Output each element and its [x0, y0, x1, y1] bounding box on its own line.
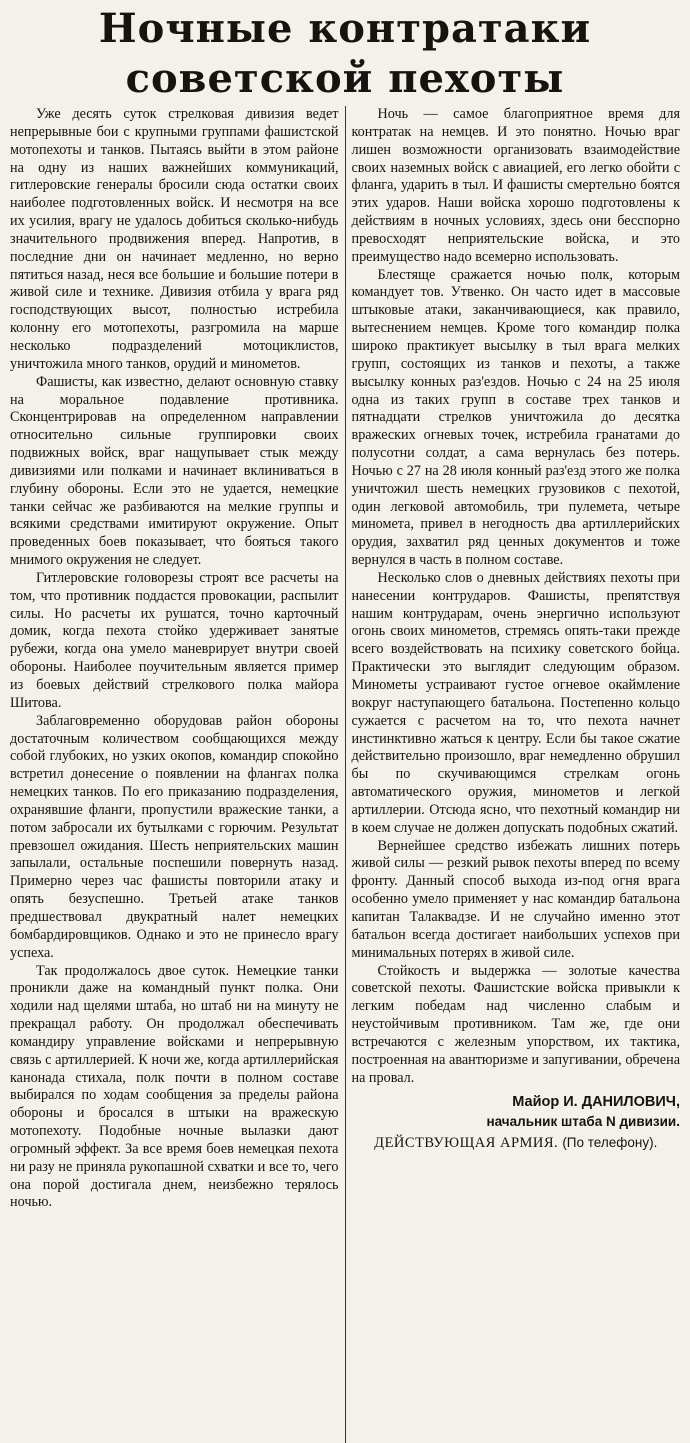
author-name: Майор И. ДАНИЛОВИЧ,: [512, 1094, 680, 1111]
paragraph: Заблаговременно оборудовав район обороны достаточным количеством сообщающихся между собой глубоких, но узких окопов, командир спокойно встретил донесение о появлении на флангах полка немецких танков. По его приказанию подразделения, охранявшие фланги, пропустили вражеские танки, а потом забросали их бутылками с горючим. Результат превзошел ожидания. Шесть неприятельских машин запылали, остальные поспешили повернуть назад. Примерно через час фашисты повторили атаку и опять безуспешно. Третьей атаке танков предшествовал двукратный налет немецких бомбардировщиков. Однако и это не принесло врагу успеха.: [10, 712, 339, 961]
paragraph: Блестяще сражается ночью полк, которым командует тов. Утвенко. Он часто идет в массовые штыковые атаки, заканчивающиеся, как правило, вытеснением немцев. Кроме того командир полка широко практикует высылку в тыл врага мелких групп, состоящих из танков и пехоты, а также высылку конных раз'ездов. Ночью с 24 на 25 июля одна из таких групп в составе трех танков и пятнадцати стрелков уничтожила до десятка вражеских огневых точек, истребила гранатами до полусотни солдат, а сама вернулась без потерь. Ночью с 27 на 28 июля конный раз'езд этого же полка уничтожил шесть немецких грузовиков с пехотой, один легковой автомобиль, три пулемета, четыре миномета, привел в негодность два артиллерийских орудия, захватил ряд ценных документов и тоже вернулся в часть в полном составе.: [351, 266, 680, 569]
left-column: [4, 106, 346, 1443]
paragraph: Гитлеровские головорезы строят все расчеты на том, что противник поддастся провокации, распылит силы. Но расчеты их рушатся, точно карточный домик, когда пехота стойко удерживает занятые рубежи, когда она умело маневрирует внутри своей обороны. Наиболее поучительным является пример из боевых действий стрелкового полка майора Шитова.: [10, 569, 339, 711]
paragraph: Ночь — самое благоприятное время для контратак на немцев. И это понятно. Ночью враг лишен возможности организовать взаимодействие своих наземных войск с авиацией, его легко обойти с фланга, ударить в тыл. И фашисты смертельно боятся этих ударов. Наши войска хорошо подготовлены к действиям в ночных условиях, здесь они бесспорно превосходят неприятельские войска, и это преимущество надо всемерно использовать.: [351, 106, 680, 265]
author-signature: [352, 1093, 681, 1131]
dateline-place: ДЕЙСТВУЮЩАЯ АРМИЯ.: [374, 1135, 559, 1152]
dateline-source: (По телефону).: [562, 1135, 658, 1151]
paragraph: Так продолжалось двое суток. Немецкие танки проникли даже на командный пункт полка. Они ходили над щелями штаба, но штаб ни на минуту не прекращал работу. Он продолжал обеспечивать командиру управление войсками и непрерывную связь с артиллерией. К ночи же, когда артиллерийская канонада стихала, полк почти в полном составе выбирался по ходам сообщения за пределы района обороны и бросался в штыки на вражескую мотопехоту. Подобные ночные вылазки дают огромный эффект. За все время боев немецкая пехота ни разу не приняла рукопашной схватки и все то, чего она порой достигала днем, неизбежно терялось ночью.: [10, 962, 339, 1211]
author-title: начальник штаба N дивизии.: [486, 1114, 680, 1130]
headline-line-1: Ночные контратаки: [98, 5, 592, 52]
article-headline: [4, 0, 686, 104]
paragraph: Несколько слов о дневных действиях пехоты при нанесении контрударов. Фашисты, препятствуя нашим контрударам, очень энергично используют огонь своих минометов, стремясь опять-таки прежде всего воздействовать на психику советского бойца. Практически это выглядит следующим образом. Минометы устраивают густое огневое окаймление вокруг наступающего батальона. Постепенно кольцо сужается с расчетом на то, что пехота начнет инстинктивно жаться к центру. Если бы такое сжатие действительно произошло, враг немедленно обрушил бы по скучивающимся стрелкам огонь автоматического оружия, минометов и легкой артиллерии. Отсюда ясно, что пехотный командир ни в коем случае не должен допускать подобных сжатий.: [351, 569, 680, 836]
dateline: [352, 1133, 681, 1153]
paragraph: Уже десять суток стрелковая дивизия ведет непрерывные бои с крупными группами фашистской мотопехоты и танков. Пытаясь выйти в этом районе на одну из наших важнейших коммуникаций, гитлеровские генералы бросили сюда остатки своих наиболее подготовленных войск. И несмотря на все их усилия, врагу не удалось добиться сколько-нибудь значительного продвижения вперед. Напротив, в последние дни он начинает медленно, но верно пятиться назад, неся все большие и большие потери в живой силе и технике. Дивизия отбила у врага ряд господствующих высот, полностью истребила колонну его мотопехоты, разгромила на марше несколько подразделений мотоциклистов, уничтожила много танков, орудий и минометов.: [10, 106, 339, 372]
paragraph: Стойкость и выдержка — золотые качества советской пехоты. Фашистские войска привыкли к легким победам над численно слабым и неустойчивым противником. Там же, где они встречаются с железным упорством, их тактика, построенная на авантюризме и запугивании, обречена на провал.: [351, 962, 680, 1086]
paragraph: Вернейшее средство избежать лишних потерь живой силы — резкий рывок пехоты вперед по всему фронту. Данный способ выхода из-под огня врага особенно умело применяет у нас командир батальона капитан Талаквадзе. И не случайно именно этот батальон всегда достигает наибольших успехов при минимальных потерях в живой силе.: [351, 837, 680, 961]
article-columns: [4, 106, 686, 1443]
paragraph: Фашисты, как известно, делают основную ставку на моральное подавление противника. Сконцентрировав на определенном направлении относительно сильные группировки своих подвижных войск, враг нащупывает стык между дивизиями или полками и начинает вклиниваться в глубину обороны. Если это не удается, немецкие танки сейчас же разбиваются на мелкие группы и всякими средствами имитируют окружение. Опыт проведенных боев показывает, что бояться такого мнимого окружения не следует.: [10, 373, 339, 569]
headline-line-2: советской пехоты: [125, 55, 565, 102]
right-column: [346, 106, 687, 1443]
